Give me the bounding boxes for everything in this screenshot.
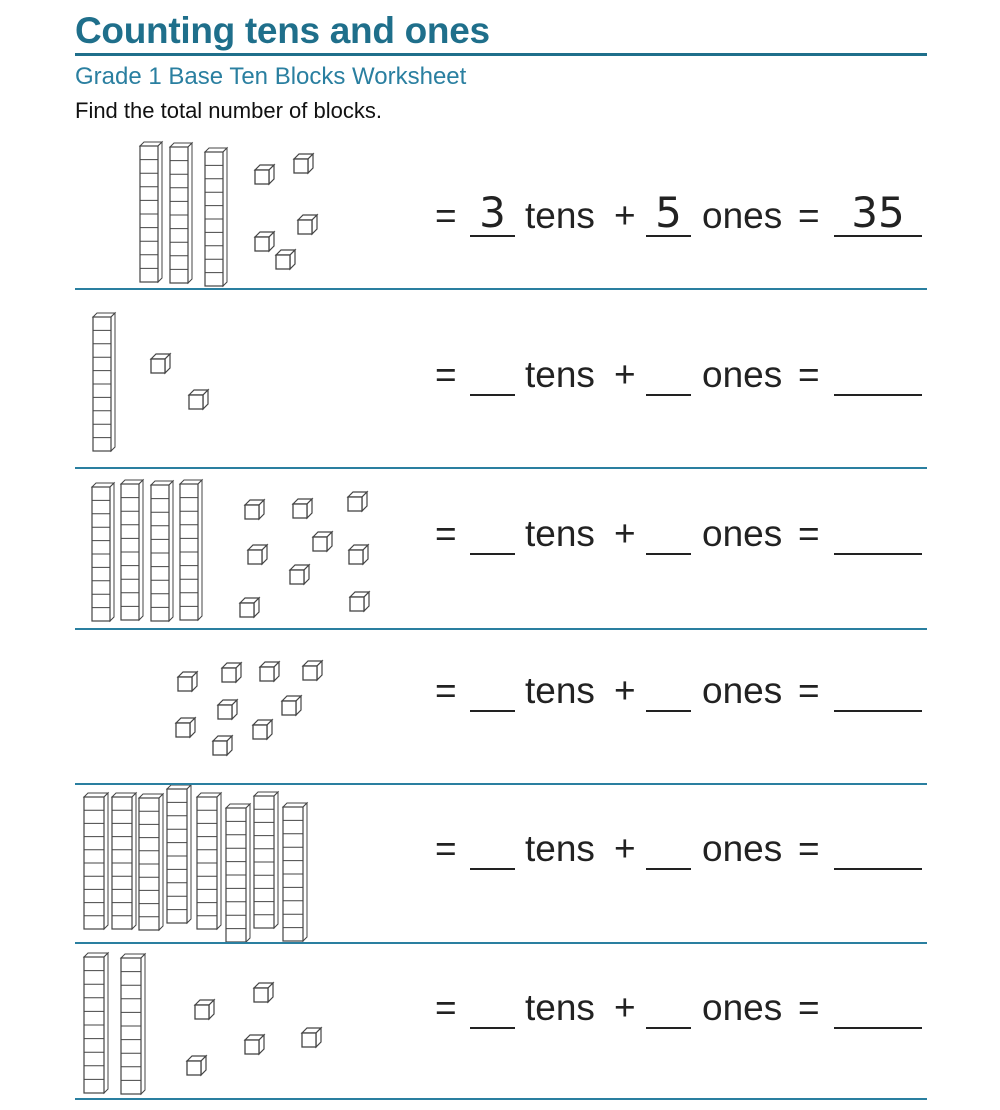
ten-rod xyxy=(283,803,307,941)
ones-answer-blank[interactable] xyxy=(646,509,691,555)
equals-sign: = xyxy=(435,670,457,711)
unit-cube xyxy=(176,718,195,737)
row-divider xyxy=(75,467,927,469)
total-answer-blank[interactable]: 35 xyxy=(834,191,922,237)
equals-sign: = xyxy=(798,513,820,554)
unit-cube xyxy=(189,390,208,409)
equals-sign: = xyxy=(435,354,457,395)
unit-cube xyxy=(195,1000,214,1019)
unit-cube xyxy=(222,663,241,682)
row-divider xyxy=(75,942,927,944)
tens-answer-blank[interactable] xyxy=(470,509,515,555)
ten-rod xyxy=(121,480,143,620)
unit-cube xyxy=(349,545,368,564)
unit-cube xyxy=(213,736,232,755)
row-divider xyxy=(75,288,927,290)
tens-answer-blank[interactable] xyxy=(470,350,515,396)
equals-sign: = xyxy=(798,195,820,236)
unit-cube xyxy=(303,661,322,680)
row-divider xyxy=(75,783,927,785)
row-divider xyxy=(75,1098,927,1100)
plus-sign: + xyxy=(614,354,636,395)
unit-cube xyxy=(245,1035,264,1054)
tens-label: tens xyxy=(525,195,595,236)
tens-answer-blank[interactable] xyxy=(470,666,515,712)
ten-rod xyxy=(84,793,108,929)
equals-sign: = xyxy=(435,987,457,1028)
ones-label: ones xyxy=(702,195,783,236)
unit-cube xyxy=(298,215,317,234)
unit-cube xyxy=(350,592,369,611)
ten-rod xyxy=(180,480,202,620)
equation-row xyxy=(430,511,930,561)
total-answer-blank[interactable] xyxy=(834,983,922,1029)
unit-cube xyxy=(245,500,264,519)
equals-sign: = xyxy=(798,354,820,395)
ten-rod xyxy=(226,804,250,942)
equals-sign: = xyxy=(798,987,820,1028)
total-answer-blank[interactable] xyxy=(834,666,922,712)
worksheet-subtitle: Grade 1 Base Ten Blocks Worksheet xyxy=(75,63,467,90)
equation-row xyxy=(430,668,930,718)
ten-rod xyxy=(254,792,278,928)
unit-cube xyxy=(290,565,309,584)
equals-sign: = xyxy=(435,195,457,236)
total-answer-blank[interactable] xyxy=(834,824,922,870)
equation-row xyxy=(430,352,930,402)
tens-label: tens xyxy=(525,354,595,395)
ones-label: ones xyxy=(702,828,783,869)
unit-cube xyxy=(294,154,313,173)
unit-cube xyxy=(260,662,279,681)
plus-sign: + xyxy=(614,513,636,554)
ten-rod xyxy=(197,793,221,929)
row-divider xyxy=(75,628,927,630)
ten-rod xyxy=(139,794,163,930)
unit-cube xyxy=(178,672,197,691)
plus-sign: + xyxy=(614,670,636,711)
ones-label: ones xyxy=(702,987,783,1028)
equals-sign: = xyxy=(798,670,820,711)
ten-rod xyxy=(84,953,108,1093)
plus-sign: + xyxy=(614,987,636,1028)
ones-label: ones xyxy=(702,513,783,554)
tens-answer-blank[interactable] xyxy=(470,983,515,1029)
unit-cube xyxy=(151,354,170,373)
worksheet-title: Counting tens and ones xyxy=(75,10,490,51)
unit-cube xyxy=(313,532,332,551)
ten-rod xyxy=(140,142,162,282)
tens-answer-blank[interactable] xyxy=(470,824,515,870)
tens-label: tens xyxy=(525,828,595,869)
unit-cube xyxy=(255,165,274,184)
unit-cube xyxy=(187,1056,206,1075)
ones-answer-blank[interactable]: 5 xyxy=(646,191,691,237)
ten-rod xyxy=(151,481,173,621)
unit-cube xyxy=(255,232,274,251)
equals-sign: = xyxy=(435,513,457,554)
unit-cube xyxy=(348,492,367,511)
ones-answer-blank[interactable] xyxy=(646,666,691,712)
unit-cube xyxy=(293,499,312,518)
ten-rod xyxy=(93,313,115,451)
ones-answer-blank[interactable] xyxy=(646,824,691,870)
unit-cube xyxy=(282,696,301,715)
unit-cube xyxy=(302,1028,321,1047)
equation-row xyxy=(430,188,930,243)
tens-label: tens xyxy=(525,987,595,1028)
unit-cube xyxy=(253,720,272,739)
ones-answer-blank[interactable] xyxy=(646,983,691,1029)
unit-cube xyxy=(240,598,259,617)
unit-cube xyxy=(276,250,295,269)
unit-cube xyxy=(254,983,273,1002)
tens-label: tens xyxy=(525,513,595,554)
ones-label: ones xyxy=(702,670,783,711)
plus-sign: + xyxy=(614,195,636,236)
ten-rod xyxy=(112,793,136,929)
equation-row xyxy=(430,826,930,876)
tens-answer-blank[interactable]: 3 xyxy=(470,191,515,237)
plus-sign: + xyxy=(614,828,636,869)
ten-rod xyxy=(170,143,192,283)
instructions: Find the total number of blocks. xyxy=(75,98,382,123)
tens-label: tens xyxy=(525,670,595,711)
equals-sign: = xyxy=(798,828,820,869)
ten-rod xyxy=(92,483,114,621)
ten-rod xyxy=(167,785,191,923)
equation-row xyxy=(430,985,930,1035)
total-answer-blank[interactable] xyxy=(834,509,922,555)
ten-rod xyxy=(205,148,227,286)
ones-answer-blank[interactable] xyxy=(646,350,691,396)
ten-rod xyxy=(121,954,145,1094)
ones-label: ones xyxy=(702,354,783,395)
equals-sign: = xyxy=(435,828,457,869)
total-answer-blank[interactable] xyxy=(834,350,922,396)
unit-cube xyxy=(248,545,267,564)
unit-cube xyxy=(218,700,237,719)
